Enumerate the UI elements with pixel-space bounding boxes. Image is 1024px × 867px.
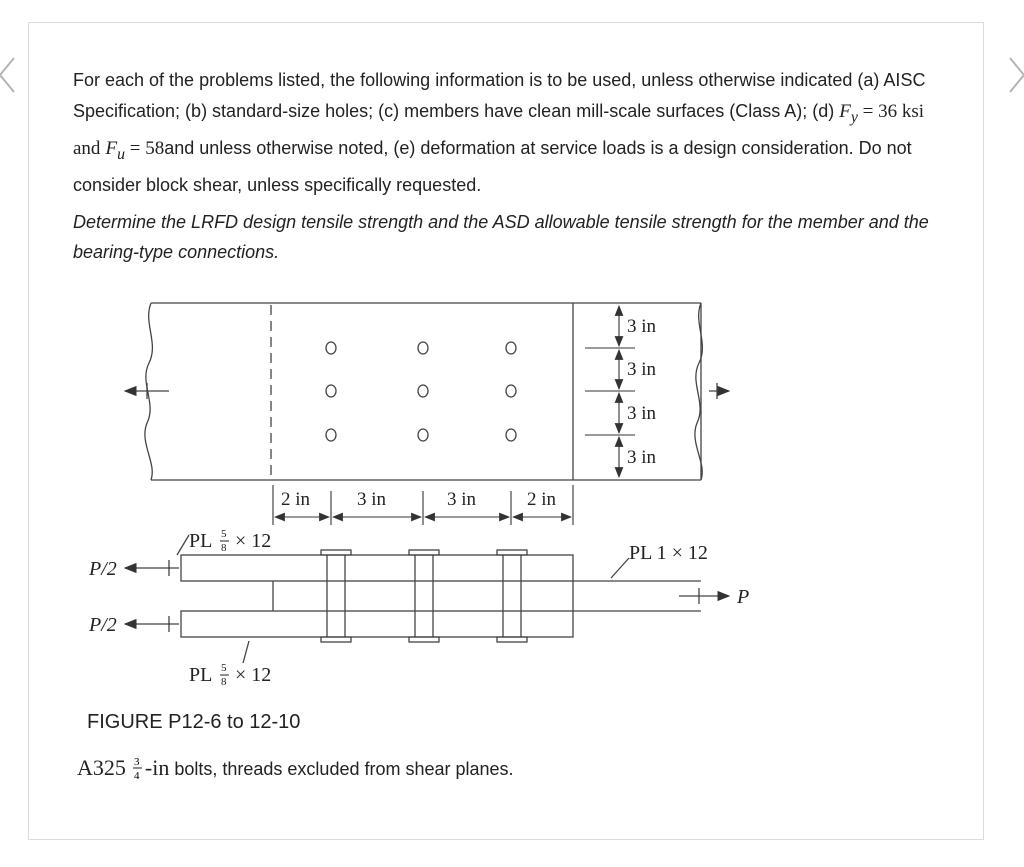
bolt-grade: A325 [77,755,126,780]
splice-bottom-frac-num: 5 [221,662,227,674]
bolt-hole [326,385,336,397]
svg-text:3: 3 [133,756,140,768]
splice-top-frac-den: 8 [221,542,227,554]
horizontal-dim-label: 2 in [527,489,557,510]
load-label-bottom: P/2 [89,614,117,636]
horizontal-dim-label: 2 in [281,489,311,510]
leader-top [177,535,189,555]
problem-question: Determine the LRFD design tensile strength and the ASD allowable tensile strength for the member and the bearing-type connections. [73,211,929,263]
horizontal-dim-label: 3 in [447,489,477,510]
leader-main [611,558,629,578]
main-plate-label: PL 1 × 12 [629,542,708,564]
problem-intro: For each of the problems listed, the following information is to be used, unless otherwise indicated (a) AISC Specification; (b) standard-size holes; (c) members have clean mill-scale surfaces (Class A); (d) $F_y = 36$ ksi and $F_u = 58and$ unless otherwise noted, (e) deformation at service loads is a design consideration. Do not consider block shear, unless specifically requested. [73,70,926,196]
bolt-size-suffix: -in [144,755,170,780]
main-plate [273,581,701,611]
load-label-top: P/2 [89,558,117,580]
splice-top-suffix: × 12 [235,530,272,552]
bolt-hole [506,429,516,441]
svg-text:4: 4 [133,770,140,781]
bolt-hole [418,342,428,354]
bolt-hole [418,385,428,397]
vertical-dim-label: 3 in [627,359,657,380]
horizontal-dim-label: 3 in [357,489,387,510]
bolt-hole [326,342,336,354]
elevation-labels [88,528,749,688]
splice-top-prefix: PL [189,530,213,552]
splice-bottom-frac-den: 8 [221,676,227,688]
chevron-left-icon[interactable] [0,50,24,100]
bolt-note [77,755,514,781]
bolt-elevation [497,550,527,642]
splice-top-frac-num: 5 [221,528,227,540]
vertical-dim-label: 3 in [627,447,657,468]
splice-bottom-prefix: PL [189,664,213,686]
bolt-hole [506,385,516,397]
bolt-elevation [321,550,351,642]
chevron-right-icon[interactable] [1002,50,1024,100]
bolt-size-fraction [131,755,145,781]
bolt-note-text: bolts, threads excluded from shear planes. [169,759,514,779]
splice-plate-bottom [181,611,573,637]
bolt-elevation [409,550,439,642]
leader-bottom [243,641,249,663]
bolt-hole [506,342,516,354]
bolt-hole [326,429,336,441]
vertical-dim-label: 3 in [627,403,657,424]
vertical-dim-label: 3 in [627,316,657,337]
bolt-hole [418,429,428,441]
fy-expression: $F_y = 36$ ksi and [73,100,925,159]
splice-plate-top [181,555,573,581]
problem-card [28,22,984,840]
figure-caption: FIGURE P12-6 to 12-10 [87,711,301,733]
fu-expression: $F_u = 58$ [105,137,165,163]
load-label-right: P [737,586,750,608]
splice-bottom-suffix: × 12 [235,664,272,686]
bolt-holes [326,342,516,441]
